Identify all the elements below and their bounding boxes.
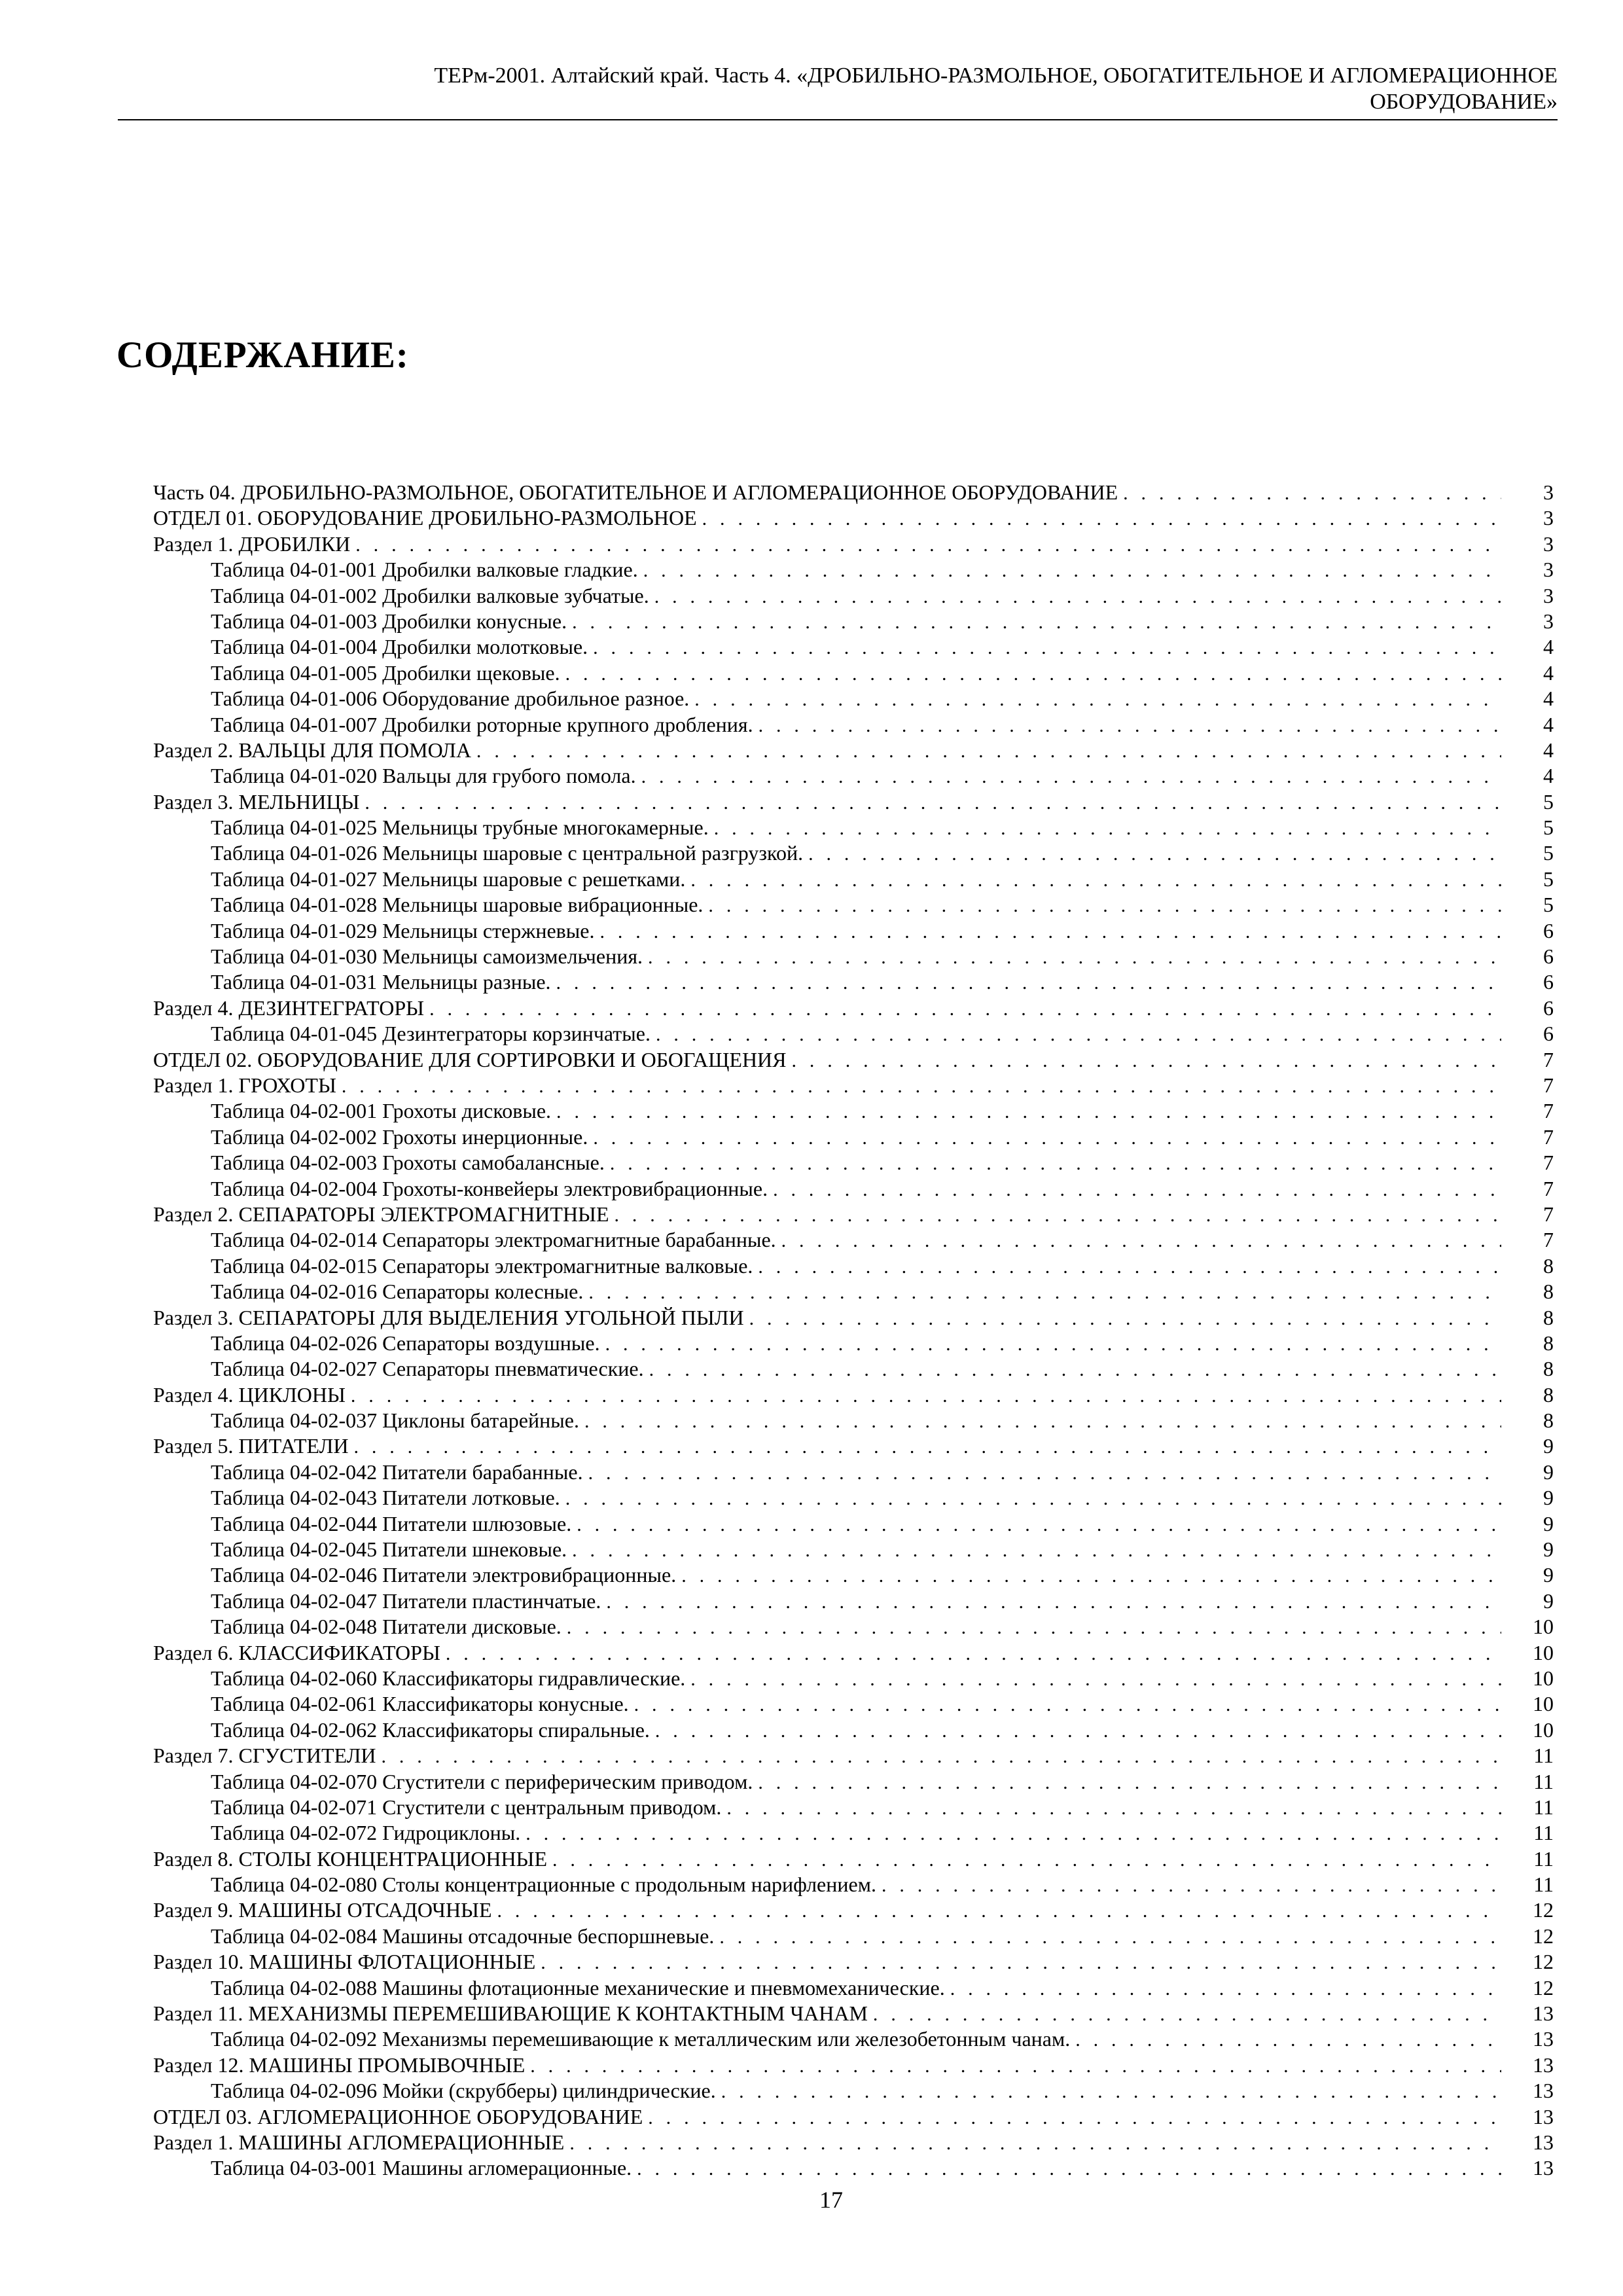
toc-entry-label: Таблица 04-02-001 Грохоты дисковые. [211, 1099, 552, 1123]
toc-table-entry[interactable] [153, 1666, 1554, 1691]
toc-page-number: 7 [1543, 1073, 1554, 1097]
toc-dot-leader [351, 1383, 1501, 1408]
toc-page-number: 7 [1543, 1124, 1554, 1149]
toc-table-entry[interactable] [153, 1253, 1554, 1279]
toc-dot-leader [950, 1976, 1501, 2001]
toc-page-number: 11 [1533, 1846, 1554, 1871]
toc-entry-label: Таблица 04-02-002 Грохоты инерционные. [211, 1124, 588, 1149]
toc-table-entry[interactable] [153, 944, 1554, 969]
toc-page-number: 4 [1543, 712, 1554, 736]
toc-page-number: 8 [1543, 1357, 1554, 1381]
toc-dot-leader [882, 1873, 1501, 1898]
toc-entry-label: Таблица 04-02-048 Питатели дисковые. [211, 1615, 562, 1639]
toc-entry-label: Таблица 04-01-007 Дробилки роторные крупного дробления. [211, 712, 753, 736]
toc-page-number: 3 [1543, 531, 1554, 556]
toc-dot-leader [808, 841, 1501, 867]
table-of-contents [153, 480, 1554, 2181]
toc-entry-label: ОТДЕЛ 02. ОБОРУДОВАНИЕ ДЛЯ СОРТИРОВКИ И ОБОГАЩЕНИЯ [153, 1047, 787, 1071]
toc-entry-label: Таблица 04-02-027 Сепараторы пневматические. [211, 1357, 644, 1381]
toc-section-entry[interactable] [153, 996, 1554, 1021]
toc-section-entry[interactable] [153, 2130, 1554, 2155]
toc-entry-label: Таблица 04-01-004 Дробилки молотковые. [211, 635, 588, 659]
toc-page-number: 12 [1533, 1898, 1554, 1922]
toc-dot-leader [873, 2001, 1501, 2027]
toc-page-number: 3 [1543, 506, 1554, 530]
toc-table-entry[interactable] [153, 1717, 1554, 1743]
toc-entry-label: Таблица 04-01-003 Дробилки конусные. [211, 609, 567, 633]
toc-section-entry[interactable] [153, 2001, 1554, 2026]
toc-entry-label: ОТДЕЛ 03. АГЛОМЕРАЦИОННОЕ ОБОРУДОВАНИЕ [153, 2104, 643, 2128]
toc-dot-leader [355, 532, 1501, 558]
toc-page-number: 8 [1543, 1382, 1554, 1407]
toc-section-entry[interactable] [153, 1047, 1554, 1073]
toc-section-entry[interactable] [153, 531, 1554, 557]
toc-dot-leader [781, 1228, 1501, 1253]
toc-page-number: 5 [1543, 841, 1554, 865]
toc-table-entry[interactable] [153, 1021, 1554, 1047]
toc-entry-label: Раздел 11. МЕХАНИЗМЫ ПЕРЕМЕШИВАЮЩИЕ К КОНТАКТНЫМ ЧАНАМ [153, 2001, 868, 2026]
toc-page-number: 13 [1533, 2001, 1554, 2026]
toc-table-entry[interactable] [153, 1124, 1554, 1150]
toc-page-number: 6 [1543, 1022, 1554, 1046]
toc-dot-leader [654, 584, 1501, 609]
toc-page-number: 7 [1543, 1176, 1554, 1200]
toc-section-entry[interactable] [153, 738, 1554, 763]
toc-dot-leader [541, 1950, 1501, 1975]
toc-entry-label: Таблица 04-02-070 Сгустители с периферическим приводом. [211, 1769, 753, 1793]
toc-section-entry[interactable] [153, 505, 1554, 531]
toc-table-entry[interactable] [153, 815, 1554, 840]
toc-entry-label: Таблица 04-01-002 Дробилки валковые зубчатые. [211, 583, 649, 607]
toc-dot-leader [353, 1434, 1501, 1460]
toc-entry-label: Раздел 4. ЦИКЛОНЫ [153, 1382, 346, 1407]
toc-dot-leader [702, 506, 1501, 531]
toc-page-number: 11 [1533, 1873, 1554, 1897]
toc-page-number: 3 [1543, 558, 1554, 582]
toc-entry-label: Таблица 04-01-030 Мельницы самоизмельчения. [211, 944, 643, 969]
toc-page-number: 10 [1533, 1666, 1554, 1690]
toc-page-number: 4 [1543, 660, 1554, 685]
toc-page-number: 13 [1533, 2130, 1554, 2154]
toc-page-number: 12 [1533, 1924, 1554, 1948]
toc-dot-leader [556, 970, 1501, 996]
toc-entry-label: Таблица 04-03-001 Машины агломерационные. [211, 2156, 632, 2180]
toc-entry-label: Таблица 04-02-062 Классификаторы спиральные. [211, 1717, 650, 1742]
toc-table-entry[interactable] [153, 1227, 1554, 1253]
toc-section-entry[interactable] [153, 1897, 1554, 1923]
toc-dot-leader [690, 1666, 1501, 1692]
toc-entry-label: Таблица 04-02-014 Сепараторы электромагнитные барабанные. [211, 1228, 776, 1252]
toc-dot-leader [382, 1744, 1502, 1769]
toc-dot-leader [726, 1795, 1501, 1821]
toc-section-entry[interactable] [153, 789, 1554, 815]
toc-page-number: 9 [1543, 1434, 1554, 1458]
toc-entry-label: Таблица 04-01-005 Дробилки щековые. [211, 660, 560, 685]
toc-table-entry[interactable] [153, 969, 1554, 995]
toc-entry-label: Таблица 04-01-045 Дезинтеграторы корзинчатые. [211, 1022, 651, 1046]
toc-table-entry[interactable] [153, 1588, 1554, 1614]
toc-entry-label: Таблица 04-02-015 Сепараторы электромагнитные валковые. [211, 1253, 753, 1278]
toc-entry-label: Таблица 04-02-026 Сепараторы воздушные. [211, 1331, 600, 1355]
toc-dot-leader [758, 1770, 1501, 1795]
toc-page-number: 10 [1533, 1615, 1554, 1639]
toc-dot-leader [1075, 2027, 1501, 2053]
toc-dot-leader [773, 1177, 1501, 1202]
toc-entry-label: Таблица 04-01-006 Оборудование дробильное разное. [211, 687, 690, 711]
toc-page-number: 3 [1543, 480, 1554, 504]
toc-entry-label: ОТДЕЛ 01. ОБОРУДОВАНИЕ ДРОБИЛЬНО-РАЗМОЛЬНОЕ [153, 506, 697, 530]
toc-table-entry[interactable] [153, 1820, 1554, 1846]
toc-dot-leader [758, 713, 1501, 738]
toc-dot-leader [694, 687, 1501, 712]
toc-entry-label: Раздел 1. ГРОХОТЫ [153, 1073, 336, 1097]
toc-dot-leader [656, 1022, 1501, 1047]
toc-table-entry[interactable] [153, 1537, 1554, 1562]
toc-page-number: 13 [1533, 2156, 1554, 2180]
toc-entry-label: Таблица 04-01-029 Мельницы стержневые. [211, 918, 595, 942]
toc-entry-label: Таблица 04-02-042 Питатели барабанные. [211, 1460, 583, 1484]
toc-dot-leader [792, 1048, 1502, 1073]
page-title: СОДЕРЖАНИЕ: [116, 334, 409, 376]
toc-table-entry[interactable] [153, 2155, 1554, 2181]
toc-table-entry[interactable] [153, 609, 1554, 634]
toc-dot-leader [610, 1151, 1501, 1176]
toc-dot-leader [690, 867, 1501, 893]
toc-entry-label: Раздел 1. МАШИНЫ АГЛОМЕРАЦИОННЫЕ [153, 2130, 565, 2154]
toc-page-number: 4 [1543, 764, 1554, 788]
toc-page-number: 7 [1543, 1047, 1554, 1071]
toc-dot-leader [588, 1460, 1501, 1486]
header-divider [118, 119, 1558, 120]
toc-entry-label: Таблица 04-02-084 Машины отсадочные беспоршневые. [211, 1924, 715, 1948]
toc-table-entry[interactable] [153, 1924, 1554, 1949]
toc-entry-label: Таблица 04-02-016 Сепараторы колесные. [211, 1280, 584, 1304]
toc-dot-leader [577, 1512, 1501, 1537]
toc-section-entry[interactable] [153, 1743, 1554, 1768]
toc-dot-leader [1123, 480, 1501, 506]
toc-table-entry[interactable] [153, 1795, 1554, 1820]
toc-page-number: 11 [1533, 1769, 1554, 1793]
toc-section-entry[interactable] [153, 1846, 1554, 1872]
running-header-line-2: ОБОРУДОВАНИЕ» [1370, 90, 1558, 114]
toc-entry-label: Таблица 04-01-026 Мельницы шаровые с центральной разгрузкой. [211, 841, 804, 865]
toc-dot-leader [365, 790, 1501, 816]
toc-table-entry[interactable] [153, 892, 1554, 918]
toc-table-entry[interactable] [153, 1408, 1554, 1433]
toc-dot-leader [758, 1254, 1501, 1280]
toc-entry-label: Раздел 6. КЛАССИФИКАТОРЫ [153, 1640, 440, 1664]
toc-table-entry[interactable] [153, 1460, 1554, 1485]
toc-table-entry[interactable] [153, 867, 1554, 892]
toc-section-entry[interactable] [153, 1640, 1554, 1666]
toc-entry-label: Часть 04. ДРОБИЛЬНО-РАЗМОЛЬНОЕ, ОБОГАТИТЕЛЬНОЕ И АГЛОМЕРАЦИОННОЕ ОБОРУДОВАНИЕ [153, 480, 1118, 504]
toc-entry-label: Таблица 04-02-003 Грохоты самобалансные. [211, 1151, 605, 1175]
toc-entry-label: Таблица 04-02-045 Питатели шнековые. [211, 1537, 567, 1562]
toc-dot-leader [615, 1202, 1502, 1228]
toc-dot-leader [749, 1306, 1501, 1331]
toc-dot-leader [655, 1718, 1501, 1744]
toc-dot-leader [476, 738, 1501, 764]
toc-entry-label: Раздел 4. ДЕЗИНТЕГРАТОРЫ [153, 996, 425, 1020]
toc-dot-leader [565, 1486, 1501, 1511]
toc-entry-label: Раздел 2. СЕПАРАТОРЫ ЭЛЕКТРОМАГНИТНЫЕ [153, 1202, 609, 1226]
toc-section-entry[interactable] [153, 1382, 1554, 1408]
toc-page-number: 3 [1543, 609, 1554, 633]
toc-page-number: 13 [1533, 2053, 1554, 2077]
toc-page-number: 5 [1543, 789, 1554, 814]
toc-page-number: 8 [1543, 1305, 1554, 1329]
toc-page-number: 12 [1533, 1950, 1554, 1974]
toc-page-number: 8 [1543, 1253, 1554, 1278]
toc-entry-label: Раздел 1. ДРОБИЛКИ [153, 531, 351, 556]
toc-entry-label: Раздел 9. МАШИНЫ ОТСАДОЧНЫЕ [153, 1898, 492, 1922]
toc-page-number: 11 [1533, 1795, 1554, 1819]
toc-table-entry[interactable] [153, 1485, 1554, 1511]
running-header [118, 63, 1558, 115]
toc-table-entry[interactable] [153, 1562, 1554, 1588]
toc-entry-label: Таблица 04-02-043 Питатели лотковые. [211, 1486, 560, 1510]
toc-section-entry[interactable] [153, 1305, 1554, 1331]
toc-table-entry[interactable] [153, 583, 1554, 609]
toc-dot-leader [681, 1563, 1501, 1588]
toc-entry-label: Таблица 04-02-072 Гидроциклоны. [211, 1821, 521, 1845]
toc-dot-leader [721, 2079, 1501, 2104]
toc-table-entry[interactable] [153, 634, 1554, 660]
toc-dot-leader [530, 2053, 1501, 2079]
toc-entry-label: Таблица 04-02-071 Сгустители с центральным приводом. [211, 1795, 722, 1819]
toc-page-number: 13 [1533, 2027, 1554, 2051]
toc-page-number: 8 [1543, 1331, 1554, 1355]
toc-dot-leader [641, 764, 1501, 789]
toc-dot-leader [497, 1898, 1502, 1924]
toc-entry-label: Раздел 2. ВАЛЬЦЫ ДЛЯ ПОМОЛА [153, 738, 471, 762]
toc-entry-label: Раздел 5. ПИТАТЕЛИ [153, 1434, 349, 1458]
toc-page-number: 7 [1543, 1099, 1554, 1123]
toc-page-number: 5 [1543, 893, 1554, 917]
toc-page-number: 4 [1543, 738, 1554, 762]
toc-dot-leader [584, 1408, 1501, 1434]
toc-page-number: 9 [1543, 1511, 1554, 1535]
toc-entry-label: Таблица 04-01-031 Мельницы разные. [211, 970, 551, 994]
toc-entry-label: Раздел 3. МЕЛЬНИЦЫ [153, 789, 360, 814]
toc-table-entry[interactable] [153, 712, 1554, 738]
toc-dot-leader [556, 1099, 1501, 1124]
toc-entry-label: Таблица 04-02-088 Машины флотационные механические и пневмомеханические. [211, 1975, 945, 2000]
toc-table-entry[interactable] [153, 1614, 1554, 1640]
toc-dot-leader [593, 635, 1501, 660]
toc-entry-label: Таблица 04-02-060 Классификаторы гидравлические. [211, 1666, 686, 1690]
toc-table-entry[interactable] [153, 1279, 1554, 1304]
toc-dot-leader [719, 1924, 1501, 1950]
toc-page-number: 9 [1543, 1486, 1554, 1510]
toc-table-entry[interactable] [153, 1872, 1554, 1897]
toc-dot-leader [714, 816, 1501, 841]
toc-page-number: 9 [1543, 1588, 1554, 1613]
toc-page-number: 3 [1543, 583, 1554, 607]
toc-table-entry[interactable] [153, 557, 1554, 583]
toc-page-number: 8 [1543, 1280, 1554, 1304]
toc-entry-label: Таблица 04-02-092 Механизмы перемешивающие к металлическим или железобетонным чанам. [211, 2027, 1071, 2051]
toc-dot-leader [599, 919, 1501, 944]
toc-section-entry[interactable] [153, 2053, 1554, 2078]
toc-page-number: 5 [1543, 867, 1554, 891]
toc-entry-label: Таблица 04-02-061 Классификаторы конусные. [211, 1692, 629, 1716]
toc-dot-leader [569, 2130, 1501, 2156]
toc-section-entry[interactable] [153, 2104, 1554, 2130]
toc-entry-label: Раздел 8. СТОЛЫ КОНЦЕНТРАЦИОННЫЕ [153, 1846, 547, 1871]
toc-section-entry[interactable] [153, 1949, 1554, 1975]
toc-dot-leader [446, 1641, 1501, 1666]
toc-table-entry[interactable] [153, 686, 1554, 711]
toc-table-entry[interactable] [153, 1769, 1554, 1795]
toc-entry-label: Таблица 04-02-047 Питатели пластинчатые. [211, 1588, 601, 1613]
toc-page-number: 5 [1543, 816, 1554, 840]
toc-entry-label: Раздел 7. СГУСТИТЕЛИ [153, 1744, 376, 1768]
toc-table-entry[interactable] [153, 1098, 1554, 1124]
toc-section-entry[interactable] [153, 1433, 1554, 1459]
toc-page-number: 7 [1543, 1151, 1554, 1175]
toc-entry-label: Таблица 04-01-027 Мельницы шаровые с решетками. [211, 867, 686, 891]
page-number: 17 [819, 2187, 843, 2213]
toc-dot-leader [708, 893, 1501, 918]
toc-entry-label: Раздел 10. МАШИНЫ ФЛОТАЦИОННЫЕ [153, 1950, 536, 1974]
toc-entry-label: Таблица 04-01-028 Мельницы шаровые вибрационные. [211, 893, 704, 917]
toc-entry-label: Раздел 3. СЕПАРАТОРЫ ДЛЯ ВЫДЕЛЕНИЯ УГОЛЬНОЙ ПЫЛИ [153, 1305, 744, 1329]
toc-page-number: 10 [1533, 1717, 1554, 1742]
toc-table-entry[interactable] [153, 1176, 1554, 1202]
toc-dot-leader [634, 1692, 1501, 1717]
toc-dot-leader [593, 1125, 1501, 1151]
toc-entry-label: Таблица 04-01-020 Вальцы для грубого помола. [211, 764, 636, 788]
toc-section-entry[interactable] [153, 1073, 1554, 1098]
toc-page-number: 13 [1533, 2104, 1554, 2128]
toc-entry-label: Таблица 04-01-025 Мельницы трубные многокамерные. [211, 816, 709, 840]
toc-dot-leader [572, 1537, 1501, 1563]
toc-entry-label: Таблица 04-02-080 Столы концентрационные с продольным нарифлением. [211, 1873, 876, 1897]
toc-dot-leader [649, 1357, 1501, 1382]
toc-table-entry[interactable] [153, 1511, 1554, 1537]
toc-entry-label: Таблица 04-02-004 Грохоты-конвейеры электровибрационные. [211, 1176, 768, 1200]
toc-dot-leader [342, 1073, 1501, 1099]
toc-table-entry[interactable] [153, 1691, 1554, 1717]
toc-section-entry[interactable] [153, 480, 1554, 505]
toc-entry-label: Таблица 04-02-044 Питатели шлюзовые. [211, 1511, 572, 1535]
toc-table-entry[interactable] [153, 660, 1554, 686]
toc-dot-leader [648, 2105, 1501, 2130]
toc-dot-leader [648, 944, 1501, 970]
toc-entry-label: Таблица 04-02-046 Питатели электровибрационные. [211, 1563, 677, 1587]
toc-dot-leader [429, 996, 1501, 1022]
toc-page-number: 13 [1533, 2079, 1554, 2103]
toc-page-number: 11 [1533, 1821, 1554, 1845]
running-header-line-1: ТЕРм-2001. Алтайский край. Часть 4. «ДРОБИЛЬНО-РАЗМОЛЬНОЕ, ОБОГАТИТЕЛЬНОЕ И АГЛОМЕРАЦИОННОЕ [434, 63, 1558, 88]
toc-page-number: 7 [1543, 1202, 1554, 1226]
toc-dot-leader [565, 661, 1501, 687]
toc-page-number: 8 [1543, 1408, 1554, 1433]
toc-dot-leader [606, 1589, 1501, 1615]
toc-table-entry[interactable] [153, 2026, 1554, 2052]
toc-page-number: 9 [1543, 1460, 1554, 1484]
toc-table-entry[interactable] [153, 1356, 1554, 1382]
toc-entry-label: Таблица 04-01-001 Дробилки валковые гладкие. [211, 558, 638, 582]
toc-page-number: 6 [1543, 918, 1554, 942]
toc-entry-label: Таблица 04-02-096 Мойки (скрубберы) цилиндрические. [211, 2079, 716, 2103]
toc-table-entry[interactable] [153, 763, 1554, 789]
toc-dot-leader [552, 1847, 1501, 1873]
toc-page-number: 10 [1533, 1640, 1554, 1664]
toc-dot-leader [605, 1331, 1501, 1357]
toc-page-number: 6 [1543, 970, 1554, 994]
toc-table-entry[interactable] [153, 840, 1554, 866]
toc-dot-leader [567, 1615, 1501, 1640]
toc-page-number: 6 [1543, 944, 1554, 969]
toc-dot-leader [643, 558, 1501, 583]
toc-page-number: 7 [1543, 1228, 1554, 1252]
toc-table-entry[interactable] [153, 1975, 1554, 2001]
toc-page-number: 4 [1543, 687, 1554, 711]
toc-section-entry[interactable] [153, 1202, 1554, 1227]
toc-page-number: 6 [1543, 996, 1554, 1020]
toc-dot-leader [588, 1280, 1501, 1305]
toc-table-entry[interactable] [153, 2078, 1554, 2104]
toc-dot-leader [572, 609, 1501, 635]
toc-page-number: 12 [1533, 1975, 1554, 2000]
toc-page-number: 11 [1533, 1744, 1554, 1768]
toc-page-number: 9 [1543, 1537, 1554, 1562]
toc-entry-label: Раздел 12. МАШИНЫ ПРОМЫВОЧНЫЕ [153, 2053, 526, 2077]
toc-table-entry[interactable] [153, 918, 1554, 944]
toc-table-entry[interactable] [153, 1150, 1554, 1175]
toc-dot-leader [526, 1821, 1501, 1846]
toc-page-number: 10 [1533, 1692, 1554, 1716]
toc-dot-leader [637, 2156, 1501, 2181]
toc-table-entry[interactable] [153, 1331, 1554, 1356]
toc-page-number: 9 [1543, 1563, 1554, 1587]
toc-page-number: 4 [1543, 635, 1554, 659]
toc-entry-label: Таблица 04-02-037 Циклоны батарейные. [211, 1408, 579, 1433]
